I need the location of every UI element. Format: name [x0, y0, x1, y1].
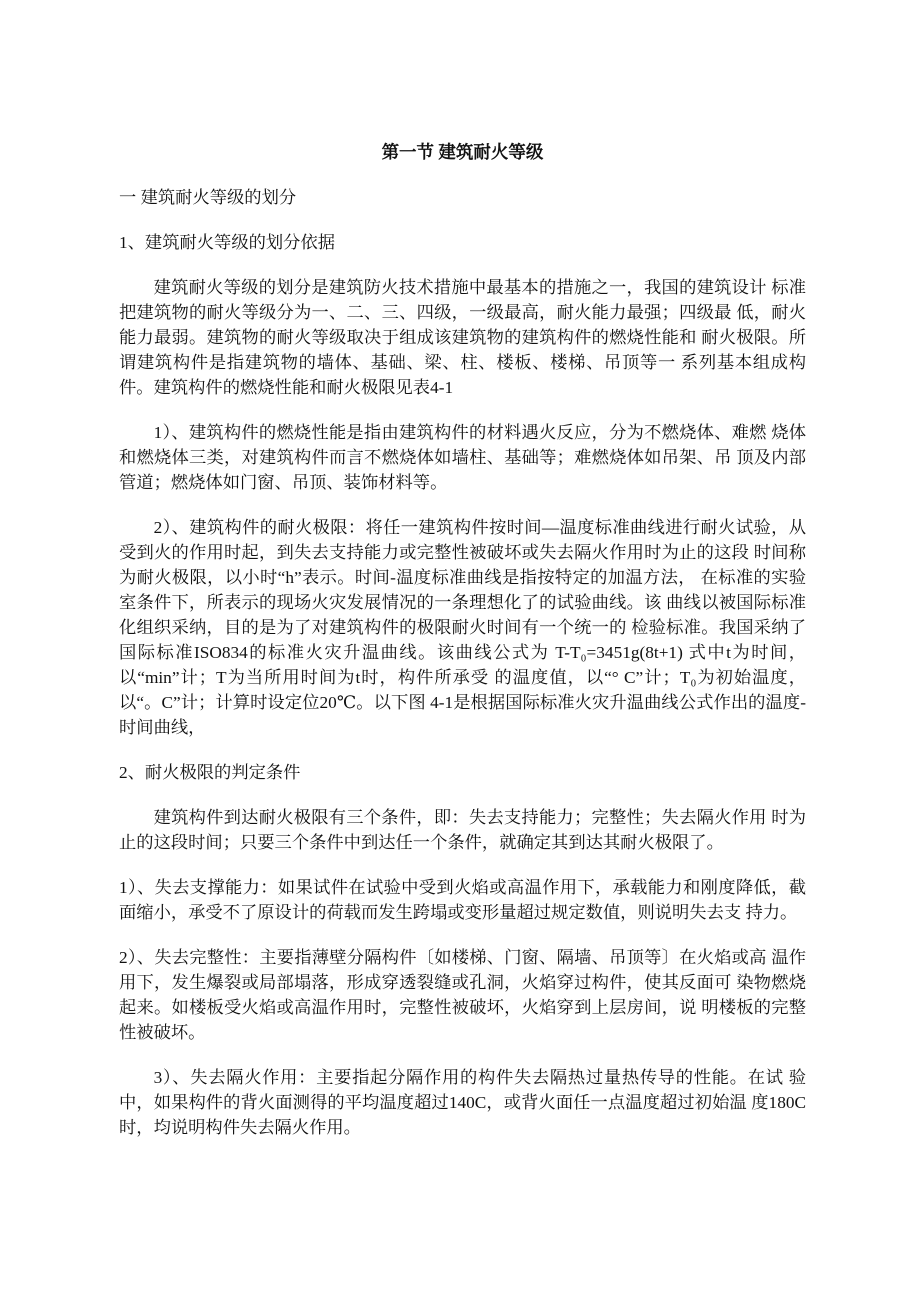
paragraph-division-basis: 建筑耐火等级的划分是建筑防火技术措施中最基本的措施之一，我国的建筑设计 标准把建筑物的耐火等级分为一、二、三、四级，一级最高，耐火能力最强；四级最 低，耐火能力最弱。建筑物的耐火等级取决于组成该建筑物的建筑构件的燃烧性能和 耐火极限。所谓建筑构件是指建筑物的墙体、基础、梁、柱、楼板、楼梯、吊顶等一 系列基本组成构件。建筑构件的燃烧性能和耐火极限见表4-1 [119, 278, 806, 397]
section-1-heading: 一 建筑耐火等级的划分 [119, 188, 297, 207]
paragraph-fire-resistance-limit: 2）、建筑构件的耐火极限：将任一建筑构件按时间—温度标准曲线进行耐火试验，从受到火的作用时起，到失去支持能力或完整性被破坏或失去隔火作用时为止的这段 时间称为耐火极限，以小时“h”表示。时间-温度标准曲线是指按特定的加温方法， 在标准的实验室条件下，所表示的现场火灾发展情况的一条理想化了的试验曲线。该 曲线以被国际标准化组织采纳，目的是为了对建筑构件的极限耐火时间有一个统一的 检验标准。我国采纳了国际标准ISO834的标准火灾升温曲线。该曲线公式为 T-T₀=3451g(8t+1) 式中t为时间，以“min”计；T为当所用时间为t时，构件所承受 的温度值，以“° C”计；T₀为初始温度，以“。C”计；计算时设定位20℃。以下图 4-1是根据国际标准火灾升温曲线公式作出的温度-时间曲线， [119, 518, 806, 737]
subsection-2-heading: 2、耐火极限的判定条件 [119, 763, 301, 782]
paragraph-loss-of-support: 1）、失去支撑能力：如果试件在试验中受到火焰或高温作用下，承载能力和刚度降低，截面缩小，承受不了原设计的荷载而发生跨塌或变形量超过规定数值，则说明失去支 持力。 [119, 878, 806, 922]
document-content [119, 140, 806, 1160]
page-title: 第一节 建筑耐火等级 [381, 142, 544, 162]
paragraph-combustion-performance: 1）、建筑构件的燃烧性能是指由建筑构件的材料遇火反应，分为不燃烧体、难燃 烧体和燃烧体三类，对建筑构件而言不燃烧体如墙柱、基础等；难燃烧体如吊架、吊 顶及内部管道；燃烧体如门窗、吊顶、装饰材料等。 [119, 423, 806, 492]
paragraph-three-conditions: 建筑构件到达耐火极限有三个条件，即：失去支持能力；完整性；失去隔火作用 时为止的这段时间；只要三个条件中到达任一个条件，就确定其到达其耐火极限了。 [119, 808, 806, 852]
subsection-1-heading: 1、建筑耐火等级的划分依据 [119, 233, 336, 252]
paragraph-loss-of-insulation: 3）、失去隔火作用：主要指起分隔作用的构件失去隔热过量热传导的性能。在试 验中，如果构件的背火面测得的平均温度超过140C，或背火面任一点温度超过初始温 度180C时，均说明构件失去隔火作用。 [119, 1068, 806, 1137]
paragraph-loss-of-integrity: 2）、失去完整性：主要指薄壁分隔构件〔如楼梯、门窗、隔墙、吊顶等〕在火焰或高 温作用下，发生爆裂或局部塌落，形成穿透裂缝或孔洞，火焰穿过构件，使其反面可 染物燃烧起来。如楼板受火焰或高温作用时，完整性被破坏，火焰穿到上层房间，说 明楼板的完整性被破坏。 [119, 948, 806, 1042]
